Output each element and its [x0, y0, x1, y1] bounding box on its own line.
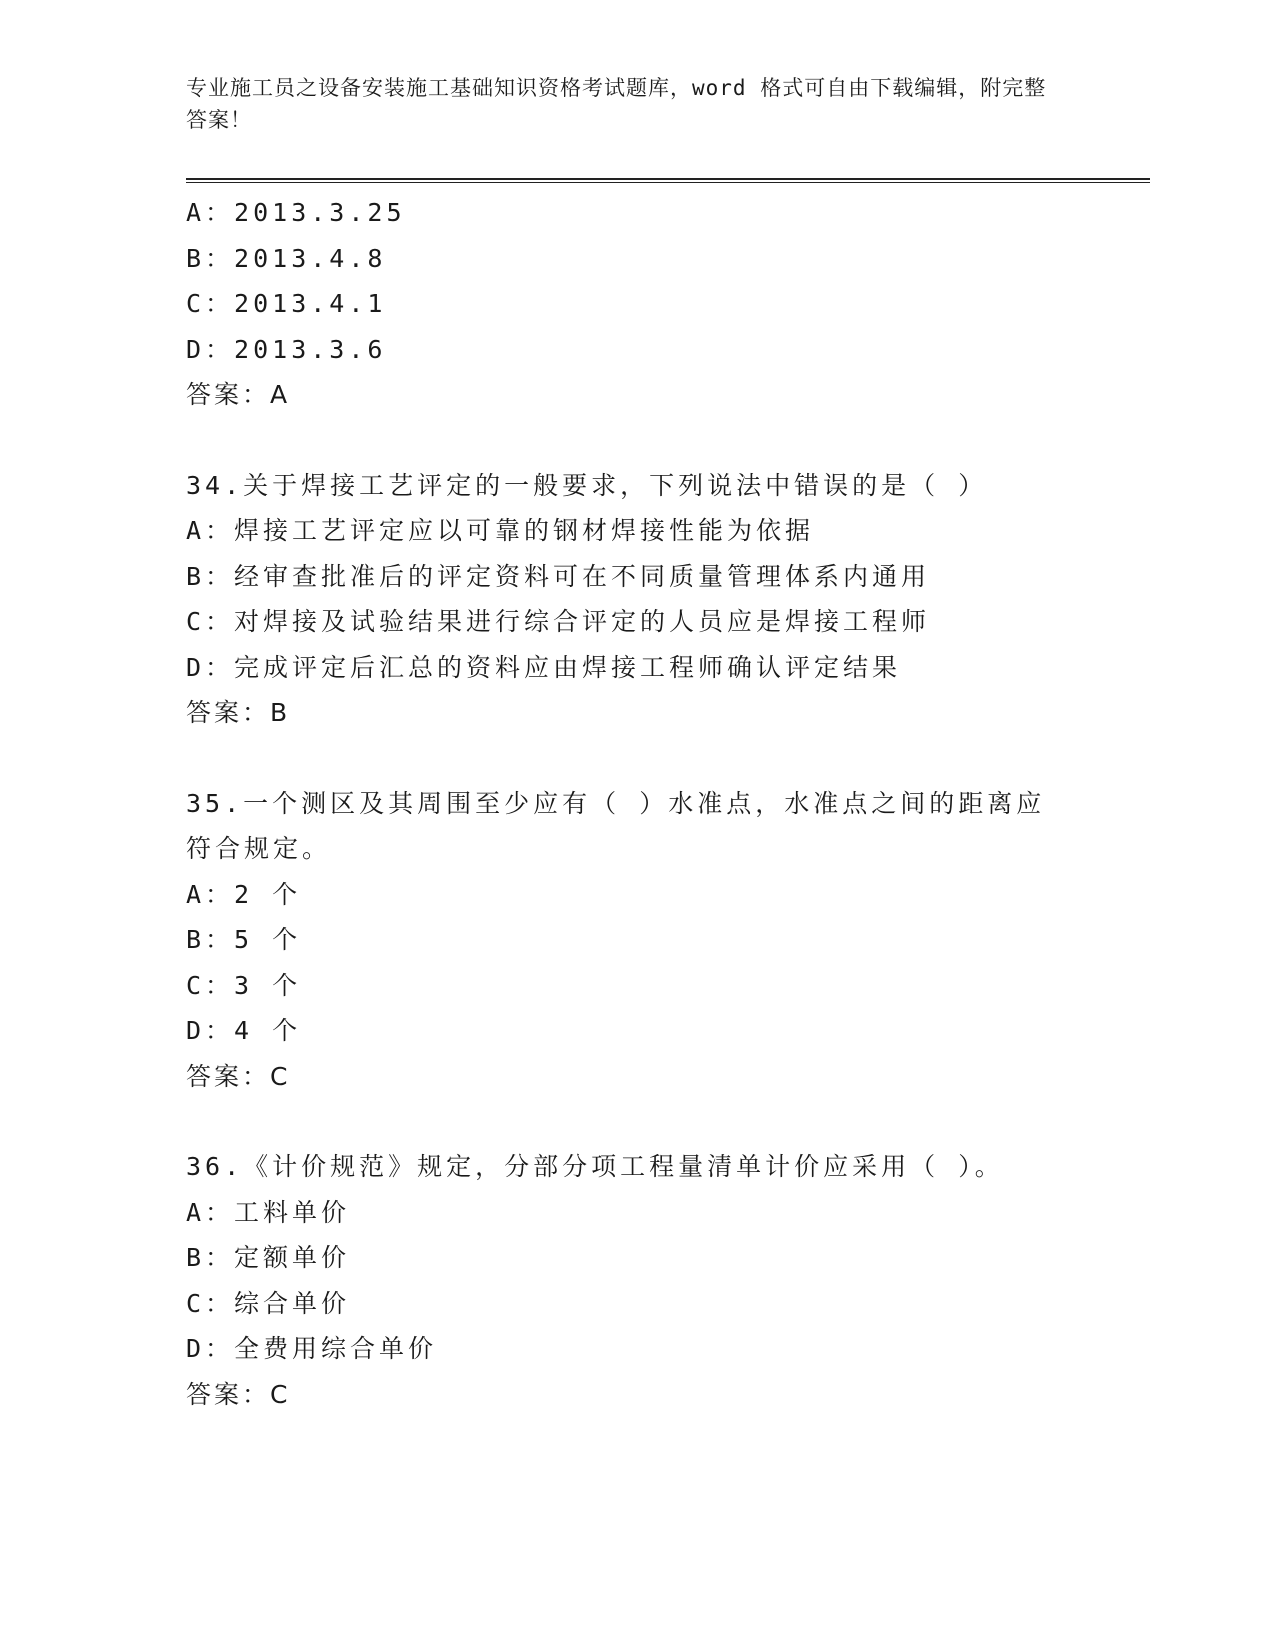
option-d: D：4 个 [186, 1016, 302, 1045]
header-divider-thin [186, 182, 1150, 183]
answer: 答案：C [186, 1379, 291, 1409]
option-a: A：2013.3.25 [186, 198, 406, 227]
option-d: D：完成评定后汇总的资料应由焊接工程师确认评定结果 [186, 652, 902, 682]
question-36 [186, 1144, 1086, 1417]
option-b: B：5 个 [186, 925, 302, 954]
question-34 [186, 463, 1086, 736]
option-c: C：对焊接及试验结果进行综合评定的人员应是焊接工程师 [186, 607, 931, 636]
option-d: D：全费用综合单价 [186, 1334, 438, 1363]
question-stem: 36.《计价规范》规定，分部分项工程量清单计价应采用（ ）。 [186, 1152, 1004, 1181]
question-list [186, 190, 1086, 1417]
answer: 答案：A [186, 380, 291, 409]
option-d: D：2013.3.6 [186, 334, 387, 364]
option-a: A：2 个 [186, 879, 302, 909]
option-c: C：综合单价 [186, 1288, 351, 1318]
answer: 答案：B [186, 698, 291, 727]
question-stem: 35.一个测区及其周围至少应有（ ）水准点，水准点之间的距离应符合规定。 [186, 788, 1046, 863]
option-b: B：定额单价 [186, 1243, 351, 1272]
question-33-tail [186, 190, 1086, 418]
document-header [186, 72, 1066, 136]
option-c: C：2013.4.1 [186, 289, 387, 318]
option-b: B：2013.4.8 [186, 243, 387, 273]
option-c: C：3 个 [186, 970, 302, 1000]
answer: 答案：C [186, 1061, 291, 1091]
question-35 [186, 781, 1086, 1100]
option-a: A：工料单价 [186, 1197, 351, 1227]
option-a: A：焊接工艺评定应以可靠的钢材焊接性能为依据 [186, 516, 815, 545]
header-divider [186, 178, 1150, 180]
document-title: 专业施工员之设备安装施工基础知识资格考试题库，word 格式可自由下载编辑，附完整答案！ [186, 76, 1047, 132]
question-stem: 34.关于焊接工艺评定的一般要求，下列说法中错误的是（ ） [186, 470, 988, 500]
option-b: B：经审查批准后的评定资料可在不同质量管理体系内通用 [186, 561, 931, 591]
